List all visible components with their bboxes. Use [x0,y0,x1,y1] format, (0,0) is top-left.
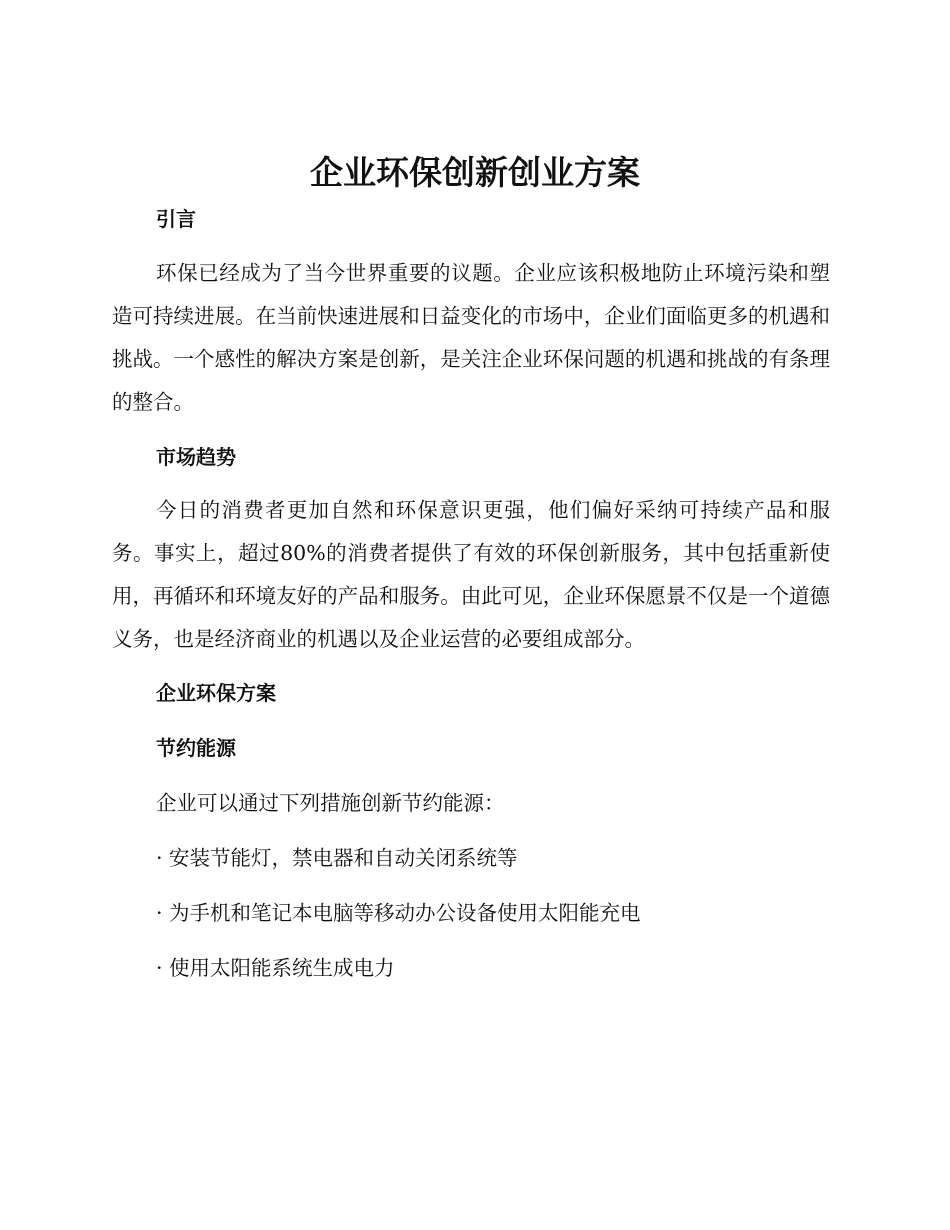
energy-intro-text: 企业可以通过下列措施创新节约能源： [156,791,505,815]
market-paragraph: 今日的消费者更加自然和环保意识更强，他们偏好采纳可持续产品和服务。事实上，超过80%的消费者提供了有效的环保创新服务，其中包括重新使用，再循环和环境友好的产品和服务。由此可见，企业环保愿景不仅是一个道德义务，也是经济商业的机遇以及企业运营的必要组成部分。 [112,498,830,651]
section-heading-market: 市场趋势 [156,445,236,469]
document-title: 企业环保创新创业方案 [310,153,640,192]
subsection-heading-energy: 节约能源 [156,736,236,760]
bullet-item: · 安装节能灯，禁电器和自动关闭系统等 [156,846,518,870]
section-heading-intro: 引言 [156,207,196,231]
intro-paragraph: 环保已经成为了当今世界重要的议题。企业应该积极地防止环境污染和塑造可持续进展。在当前快速进展和日益变化的市场中，企业们面临更多的机遇和挑战。一个感性的解决方案是创新，是关注企业环保问题的机遇和挑战的有条理的整合。 [112,261,830,414]
bullet-item: · 使用太阳能系统生成电力 [156,956,395,980]
bullet-item: · 为手机和笔记本电脑等移动办公设备使用太阳能充电 [156,901,641,925]
section-heading-plan: 企业环保方案 [156,681,276,705]
